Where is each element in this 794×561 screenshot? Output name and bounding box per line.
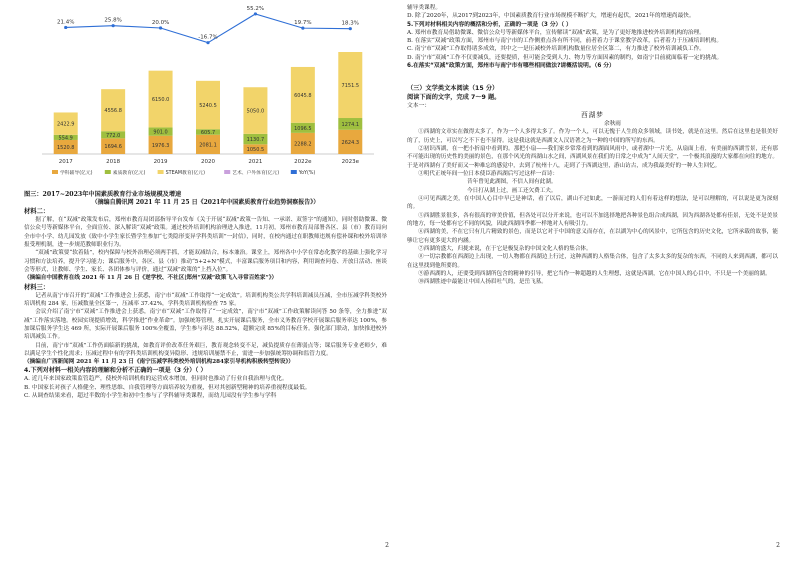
- question-4-options: [24, 375, 387, 400]
- yoy-label: 19.7%: [294, 20, 312, 27]
- data-label: 901.0: [153, 129, 168, 136]
- question-6: [407, 62, 778, 70]
- yoy-label: 21.4%: [56, 19, 75, 26]
- legend-swatch: [224, 170, 230, 174]
- data-label: 5240.5: [199, 103, 217, 110]
- essay-title: 西湖梦: [581, 111, 604, 120]
- question-5-option-b: B. 在落实“双减”政策方面，郑州市与南宁市的工作侧重点各有所不同，前者着力于课堂教学改革，后者着力于压减培训机构。: [407, 38, 723, 45]
- section-3-intro: 阅读下面的文字，完成 7～9 题。: [407, 94, 501, 102]
- figure-source: （摘编自腾讯网 2021 年 11 月 25 日《2021年中国素质教育行业趋势洞察报告》）: [91, 199, 320, 206]
- yoy-label: 55.2%: [246, 5, 265, 12]
- data-label: 7151.5: [341, 83, 360, 90]
- x-tick-label: 2021: [248, 159, 263, 165]
- legend-swatch: [158, 170, 164, 174]
- legend-label: 学科辅导(亿元): [60, 171, 93, 176]
- essay-paragraph: ⑧一切宗教都在西湖边上出现，一切人物都在西湖边上行过，这种西湖的人格集合体，包含了太多太多的复杂的东西，不同的人来到西湖，都可以在这里找到他所要的。: [407, 254, 778, 269]
- legend-swatch: [105, 170, 111, 174]
- yoy-point: [159, 26, 162, 29]
- x-tick-label: 2018: [106, 159, 121, 165]
- legend-swatch: [291, 170, 297, 174]
- material-3: [24, 283, 387, 367]
- x-tick-label: 2022e: [294, 159, 312, 165]
- question-5-option-c: C. 南宁市“双减”工作取得诸多成效，其中之一是压减校外培训机构数量位居全区第二，有力推进了校外培训减负工作。: [407, 46, 705, 53]
- x-tick-label: 2019: [153, 159, 168, 165]
- data-label: 1274.1: [341, 121, 360, 128]
- essay-paragraph: ⑥西湖的美，不在它只有几片精致的景色，而是以它对于中国的意义而存在，在以湖为中心的风景中，它所包含的历史文化，它所承载的故事，能够让它有更多更大的内涵。: [407, 229, 778, 244]
- question-4-option-b: B. 中国家长对孩子人格健全、理性思维、自我管理等方面培养较为重视，但对其创新型精神的培养重视程度最低。: [24, 384, 311, 391]
- question-4-title: 4.下列对材料一相关内容的理解和分析不正确的一项是（3 分）（ ）: [24, 366, 207, 374]
- legend-label: STEAM教育(亿元): [165, 171, 205, 176]
- data-label: 1976.3: [151, 142, 170, 149]
- data-label: 772.0: [105, 132, 121, 139]
- data-label: 2081.1: [199, 142, 217, 149]
- question-4-option-a: A. 近几年来国家政策监管趋严，使校外培训机构的运营成本增加，但同时也推动了行业自我治理与优化。: [24, 376, 288, 383]
- material-3-source: （摘编自广西新闻网 2021 年 11 月 23 日《南宁压减学科类校外培训机构284家引导机构积极转型转设》）: [24, 359, 294, 366]
- essay-paragraph: ⑨游西湖的人，还要受到西湖所包含的精神的引导，把它当作一种超越的人生理想，这就是西湖，它在中国人的心目中，不只是一个美丽的湖。: [418, 271, 771, 278]
- poem-line: 今日打从湖上过，画工还欠费工夫。: [467, 187, 557, 194]
- question-5-option-d: D. 南宁市“双减”工作不仅要减负，还要提质，但可能会受到人力、物力等方面因素的制约，如南宁目前就面临着一定的挑战。: [407, 54, 723, 61]
- essay-paragraph: ③明代正统年间一位日本使臣游西湖后写过这样一首诗：: [418, 171, 559, 178]
- section-3-title: （三）文学类文本阅读（15 分）: [407, 85, 499, 93]
- page-number: 2: [776, 542, 780, 549]
- data-label: 1694.6: [104, 144, 122, 151]
- yoy-point: [64, 26, 67, 29]
- data-label: 1130.7: [246, 137, 265, 144]
- page-number: 2: [385, 542, 389, 549]
- yoy-label: 20.0%: [151, 20, 170, 26]
- data-label: 2422.9: [56, 121, 75, 128]
- material-3-paragraph: 会议介绍了南宁市“双减”工作推进会上获悉，南宁市“双减”工作取得了“一定成效”，南宁市“双减”工作政策解读问答 50 条等，全力推进“双减”工作落实落地。校园实现提质增效，科学推进“作业革命”。加强统筹管理，扎实开展课后服务，全市义务教育学校开展课后服务率达 100%，参加课后服务学生达 469 所，实际开展课后服务 100%全覆盖，学生参与率达 88.52%，超额完成 85%的目标任务。强化部门联动，加快推进校外培训减负工作。: [24, 309, 387, 341]
- x-tick-label: 2020: [201, 159, 215, 165]
- yoy-point: [254, 12, 257, 15]
- figure-caption: 图三：2017~2023年中国素质教育行业市场规模及增速: [24, 191, 182, 198]
- legend-label: 艺术、户外体育(亿元): [232, 171, 280, 176]
- legend-swatch: [52, 170, 58, 174]
- question-4-option-c: C. 从调查结果来看，超过半数的小学生和初中生参与了学科辅导类课程，而幼儿园没有学生参与学科: [24, 392, 277, 399]
- yoy-point: [206, 41, 209, 44]
- yoy-point: [349, 27, 352, 30]
- legend-label: 素质教育(亿元): [112, 171, 146, 176]
- material-2-paragraph: “双减”政策要“软着陆”，校内保障与校外治理必须两手抓，才能双减结合，标本兼治。课堂上，郑州各中小学在常态化教学的基础上强化学习习惯和方法培养，提升学习能力；课后服务中，各区、县（市）推动“5+2+N”模式，丰富课后服务项目和内容，利用调查问卷、开放日活动、座谈会等形式，让教师、学生、家长、各团体参与评价，通过“双减”政策的“上挡入位”。: [24, 250, 387, 274]
- data-label: 1520.8: [56, 144, 75, 151]
- data-label: 2624.3: [341, 139, 360, 146]
- question-6-title: 6.在落实“双减”政策方面，郑州市与南宁市有哪些相同做法?请概括说明。（6 分）: [407, 63, 615, 70]
- data-label: 1096.5: [294, 125, 312, 132]
- yoy-point: [301, 27, 304, 30]
- material-3-title: 材料三：: [24, 283, 50, 291]
- data-label: 1050.5: [246, 147, 265, 154]
- essay-body: [407, 128, 778, 286]
- data-label: 4556.8: [104, 108, 122, 115]
- x-tick-label: 2023e: [341, 159, 359, 165]
- question-5-title: 5.下列对材料相关内容的概括和分析，正确的一项是（3 分）（ ）: [407, 21, 572, 28]
- essay-paragraph: ②初识西湖，在一把小折扇中看到的。那把小扇——我们家乡常常看到的湖面风雨中，或者湖中一片光，从扇面上看，有美丽的西湖雪景，还有那不可能出现的历史性的美丽的景色，在那个风光的西湖山水之间，西湖风景在我们的日常之中成为“人间天堂”，一个极其浪漫的大家都在向往的地方。于是对西湖有了美好而又一种难忘的感觉中，去到了杭州十八，走到了于西湖这里，游山访古，成为我最美好的一种人生回忆。: [407, 146, 778, 169]
- material-3-paragraph: 记者从南宁市召开的“双减”工作推进会上获悉，南宁市“双减”工作取得“一定成效”。培训机构类公共学科培训减员压减，全市压减学科类校外培训机构 284 家，压减数量全区第一，压减率 37.42%，学科类培训机构检查 75 家。: [24, 292, 387, 307]
- data-label: 6045.8: [294, 92, 312, 99]
- yoy-point: [112, 24, 115, 27]
- chart-svg: [24, 4, 384, 190]
- essay-paragraph: ④可见西湖之美，在中国人心目中早已是神话，看了以后，湖山不过如此，一游而过的人们有着这样的想法，是可以理解的，可以说是更为深刻的。: [407, 196, 778, 211]
- yoy-label: 18.3%: [341, 20, 360, 27]
- legend-label: YoY(%): [298, 171, 316, 176]
- question-5-option-a: A. 郑州市教育局借助微课、微信公众号等新媒体平台，宣传解读“双减”政策，是为了更好地推进校外培训机构的治理。: [407, 29, 705, 36]
- data-label: 605.7: [200, 129, 216, 136]
- data-label: 5050.0: [246, 108, 265, 115]
- page-right: [397, 0, 794, 561]
- yoy-label: -16.7%: [198, 34, 218, 41]
- yoy-label: 25.8%: [104, 17, 122, 24]
- poem-line: 昔年曾见此湖图，不信人间有此湖。: [467, 179, 557, 186]
- essay-author: 余秋雨: [604, 121, 621, 128]
- material-3-paragraph: 目前，南宁市“双减”工作仍面临新的挑战，如教育评价改革任务艰巨，教育观念转变不足，减负提质存在薄弱点等；课后服务专业老师少，难以满足学生个性化需求；压减过程中有的学科类培训机构变异隐形、违规培训屡禁不止，需进一步加强统筹协调和监管力度。: [24, 342, 387, 358]
- question-4-continued: [407, 4, 778, 21]
- market-size-chart: [24, 4, 384, 190]
- data-label: 6150.0: [151, 97, 170, 104]
- x-tick-label: 2017: [58, 159, 73, 165]
- material-2-paragraph: 据了解，在“双减”政策发布后，郑州市教育局团部指导平台发布《关于开展“双减”政策一告知、一承诺、双签字”的通知》，同时借助微课、微信公众号等新媒体平台，全面宣传、深入解读“双减”政策。通过校外培训机构治理进入推进，11月初，郑州市教育局部署各区、县（市）教育局向全市中小学、幼儿园发放《致中小学生家长暨学生参加“七类隐形变异学科类培训”一封信》，同时，在校内通过在职教师违规有偿补课和校外培训举报受理机制，进一步规范教师职业行为。: [24, 217, 387, 249]
- material-2-title: 材料二：: [24, 208, 50, 215]
- question-4-option-d: D. 除了2020年，从2017到2023年，中国素质教育行业市场规模不断扩大，增速有起伏，2021年的增速尚最快。: [407, 13, 695, 20]
- text-1-label: 文本一：: [407, 103, 431, 110]
- material-2: [24, 207, 387, 283]
- material-2-source: （摘编自中国教育在线 2021 年 11 月 26 日《逆学校、不社区|郑州“双减”政策飞入寻常百姓家”》）: [24, 275, 278, 282]
- data-label: 554.9: [58, 135, 73, 142]
- essay-paragraph: ⑦西湖的盛大，归拢来说，在于它是极复杂的中国文化人格的集合体。: [418, 246, 592, 253]
- essay-paragraph: ⑩西湖胜迹中最能让中国人扬眉吐气的，是岳飞墓。: [418, 279, 547, 286]
- question-5: [407, 21, 778, 62]
- essay-paragraph: ①西湖的文章实在做得太多了，作为一个人多得太多了。作为一个人，可以无愧于人生的众多领域，读书处，就是在这里。然后在这里也是很美好的了，历史上，可以写之不下也不显得。这是我这就是西湖文人汉语著之为一种的中国的所写的东西。: [407, 129, 778, 144]
- question-4-option-c-continued: 辅导类课程。: [407, 5, 442, 11]
- data-label: 2288.2: [294, 141, 312, 148]
- essay-paragraph: ⑤西湖胜景很多，各有很高的审美价值，但各处可以分开来说，也可以不加选择地把各种景色组合成西湖，因为西湖各处都有佳景，无处不是美景的地方，每一处都有它不同的风貌，因此西湖四季都一样地对人有吸引力。: [407, 212, 778, 228]
